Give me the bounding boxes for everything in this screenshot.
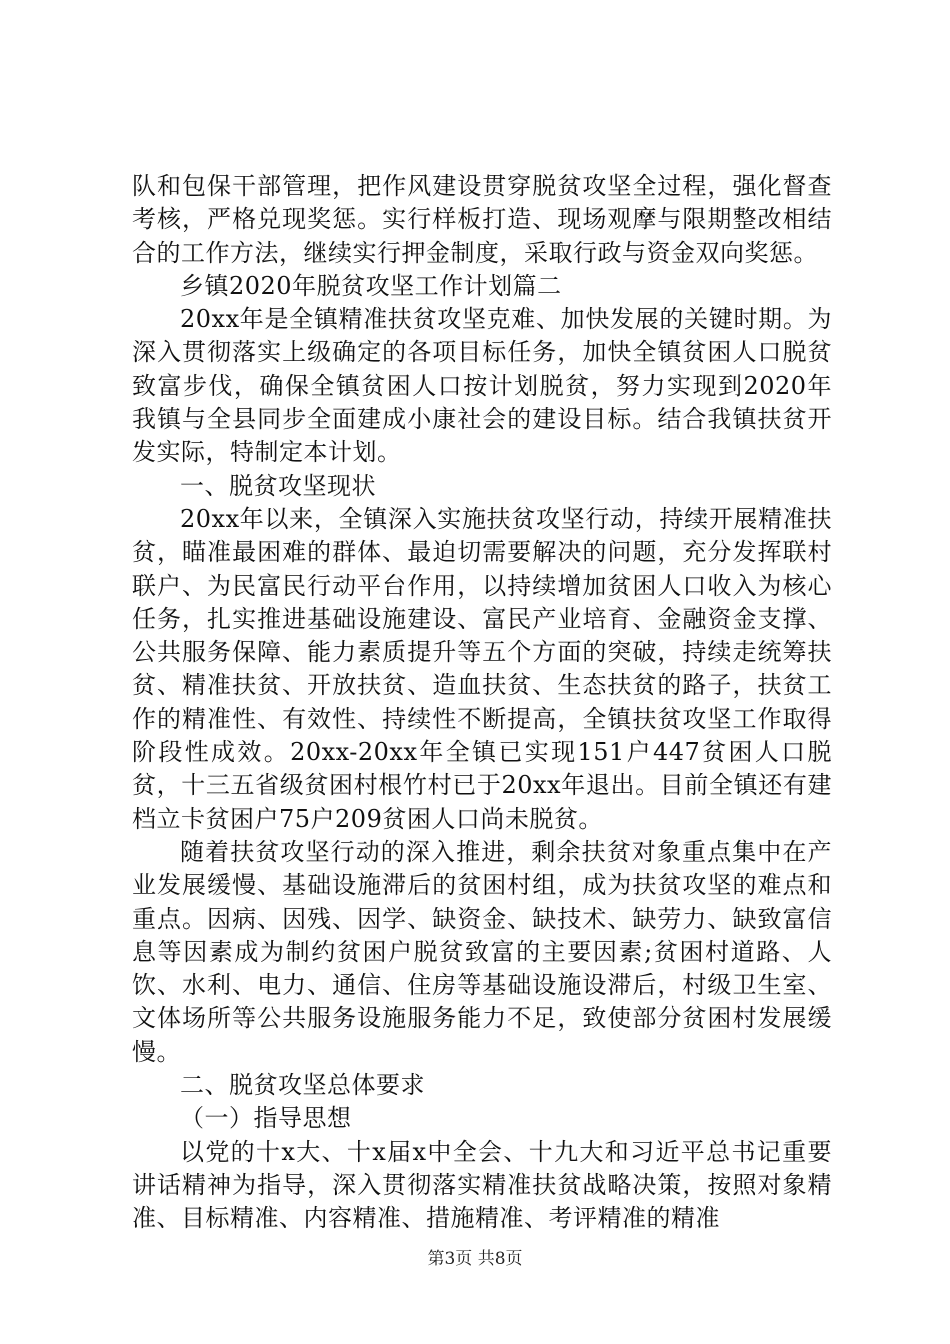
paragraph-guiding-thought: 以党的十x大、十x届x中全会、十九大和习近平总书记重要讲话精神为指导，深入贯彻落实精准扶贫战略决策，按照对象精准、目标精准、内容精准、措施精准、考评精准的精准 [132, 1137, 832, 1233]
page-number-footer: 第3页 共8页 [427, 1249, 523, 1269]
paragraph-1: 队和包保干部管理，把作风建设贯穿脱贫攻坚全过程，强化督查考核，严格兑现奖惩。实行样板打造、现场观摩与限期整改相结合的工作方法，继续实行押金制度，采取行政与资金双向奖惩。 [132, 172, 832, 267]
paragraph-intro: 20xx年是全镇精准扶贫攻坚克难、加快发展的关键时期。为深入贯彻落实上级确定的各项目标任务，加快全镇贫困人口脱贫致富步伐，确保全镇贫困人口按计划脱贫，努力实现到2020年我镇与全县同步全面建成小康社会的建设目标。结合我镇扶贫开发实际，特制定本计划。 [132, 305, 832, 467]
heading-current-status: 一、脱贫攻坚现状 [180, 471, 376, 500]
heading-guiding-thought: （一）指导思想 [180, 1104, 352, 1133]
section-title-plan-2: 乡镇2020年脱贫攻坚工作计划篇二 [180, 271, 562, 300]
paragraph-status: 20xx年以来，全镇深入实施扶贫攻坚行动，持续开展精准扶贫，瞄准最困难的群体、最迫切需要解决的问题，充分发挥联村联户、为民富民行动平台作用，以持续增加贫困人口收入为核心任务，扎实推进基础设施建设、富民产业培育、金融资金支撑、公共服务保障、能力素质提升等五个方面的突破，持续走统筹扶贫、精准扶贫、开放扶贫、造血扶贫、生态扶贫的路子，扶贫工作的精准性、有效性、持续性不断提高，全镇扶贫攻坚工作取得阶段性成效。20xx-20xx年全镇已实现151户447贫困人口脱贫，十三五省级贫困村根竹村已于20xx年退出。目前全镇还有建档立卡贫困户75户209贫困人口尚未脱贫。 [132, 504, 832, 833]
heading-overall-requirements: 二、脱贫攻坚总体要求 [180, 1071, 425, 1100]
document-body [132, 170, 832, 1236]
paragraph-difficulties: 随着扶贫攻坚行动的深入推进，剩余扶贫对象重点集中在产业发展缓慢、基础设施滞后的贫困村组，成为扶贫攻坚的难点和重点。因病、因残、因学、缺资金、缺技术、缺劳力、缺致富信息等因素成为制约贫困户脱贫致富的主要因素;贫困村道路、人饮、水利、电力、通信、住房等基础设施设滞后，村级卫生室、文体场所等公共服务设施服务能力不足，致使部分贫困村发展缓慢。 [132, 837, 832, 1066]
